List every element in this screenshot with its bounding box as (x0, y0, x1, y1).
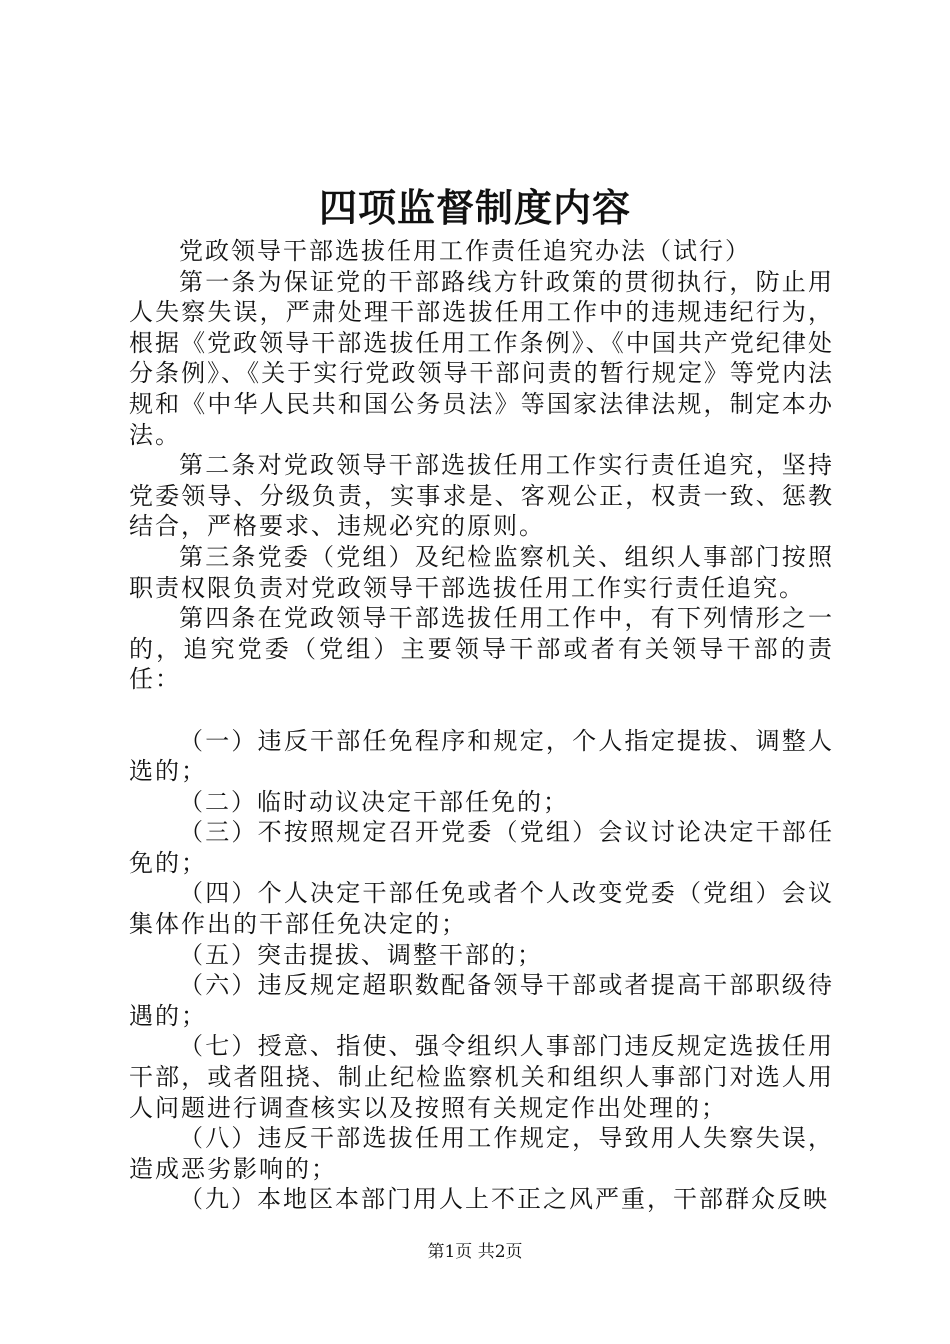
list-item-9: （九）本地区本部门用人上不正之风严重，干部群众反映 (179, 1185, 829, 1214)
list-item-4: （四）个人决定干部任免或者个人改变党委（党组）会议集体作出的干部任免决定的； (129, 879, 834, 939)
list-item-3: （三）不按照规定召开党委（党组）会议讨论决定干部任免的； (129, 818, 834, 877)
document-subtitle: 党政领导干部选拔任用工作责任追究办法（试行） (179, 237, 751, 265)
list-item-5: （五）突击提拔、调整干部的； (179, 940, 543, 969)
list-item-8: （八）违反干部选拔任用工作规定，导致用人失察失误，造成恶劣影响的； (129, 1124, 834, 1183)
paragraph-article-1: 第一条为保证党的干部路线方针政策的贯彻执行，防止用人失察失误，严肃处理干部选拔任用工作中的违规违纪行为，根据《党政领导干部选拔任用工作条例》、《中国共产党纪律处分条例》、《关于实行党政领导干部问责的暂行规定》等党内法规和《中华人民共和国公务员法》等国家法律法规，制定本办法。 (129, 267, 834, 449)
paragraph-article-3: 第三条党委（党组）及纪检监察机关、组织人事部门按照职责权限负责对党政领导干部选拔任用工作实行责任追究。 (129, 542, 834, 602)
list-item-2: （二）临时动议决定干部任免的； (179, 787, 569, 816)
paragraph-article-4: 第四条在党政领导干部选拔任用工作中，有下列情形之一的，追究党委（党组）主要领导干部或者有关领导干部的责任： (129, 604, 834, 694)
blank-line (129, 695, 834, 726)
list-item-7: （七）授意、指使、强令组织人事部门违反规定选拔任用干部，或者阻挠、制止纪检监察机关和组织人事部门对选人用人问题进行调查核实以及按照有关规定作出处理的； (129, 1032, 834, 1122)
document-title: 四项监督制度内容 (318, 185, 631, 230)
list-item-1: （一）违反干部任免程序和规定，个人指定提拔、调整人选的； (129, 726, 834, 786)
page-footer: 第1页 共2页 (427, 1242, 523, 1262)
paragraph-article-2: 第二条对党政领导干部选拔任用工作实行责任追究，坚持党委领导、分级负责，实事求是、客观公正，权责一致、惩教结合，严格要求、违规必究的原则。 (129, 451, 834, 541)
list-item-6: （六）违反规定超职数配备领导干部或者提高干部职级待遇的； (129, 971, 834, 1030)
document-body (129, 236, 834, 1215)
